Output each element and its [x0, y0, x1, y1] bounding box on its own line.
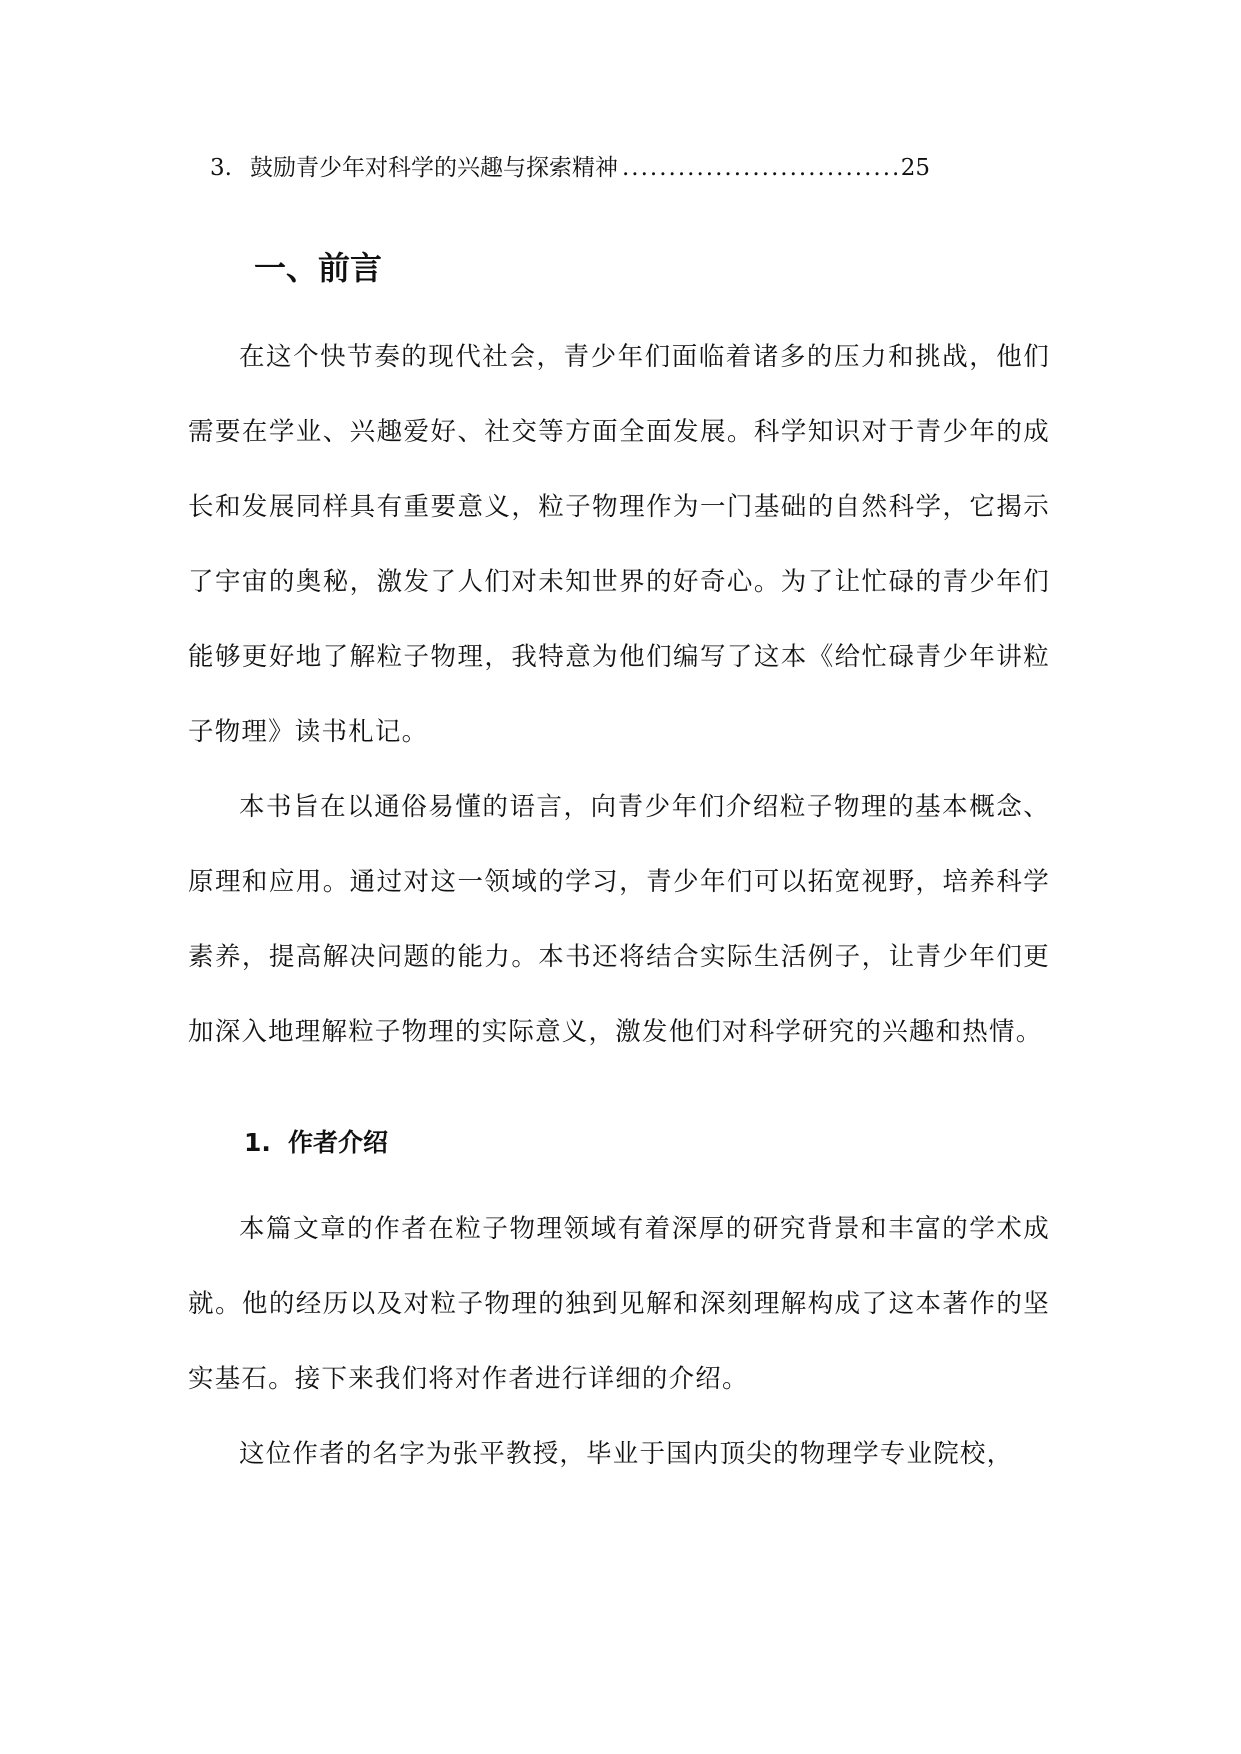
author-paragraph-2: 这位作者的名字为张平教授，毕业于国内顶尖的物理学专业院校， — [239, 1439, 1014, 1469]
author-paragraph-1: 本篇文章的作者在粒子物理领域有着深厚的研究背景和丰富的学术成就。他的经历以及对粒子物理的独到见解和深刻理解构成了这本著作的坚实基石。接下来我们将对作者进行详细的介绍。 — [188, 1214, 1050, 1394]
preface-paragraph-2: 本书旨在以通俗易懂的语言，向青少年们介绍粒子物理的基本概念、原理和应用。通过对这一领域的学习，青少年们可以拓宽视野，培养科学素养，提高解决问题的能力。本书还将结合实际生活例子，让青少年们更加深入地理解粒子物理的实际意义，激发他们对科学研究的兴趣和热情。 — [188, 792, 1050, 1047]
toc-entry[interactable] — [210, 148, 930, 188]
subsection-heading — [244, 1114, 1050, 1172]
toc-entry-title: 鼓励青少年对科学的兴趣与探索精神 — [250, 155, 618, 181]
toc-leader-dots — [622, 148, 897, 188]
preface-paragraph-1: 在这个快节奏的现代社会，青少年们面临着诸多的压力和挑战，他们需要在学业、兴趣爱好、社交等方面全面发展。科学知识对于青少年的成长和发展同样具有重要意义，粒子物理作为一门基础的自然科学，它揭示了宇宙的奥秘，激发了人们对未知世界的好奇心。为了让忙碌的青少年们能够更好地了解粒子物理，我特意为他们编写了这本《给忙碌青少年讲粒子物理》读书札记。 — [188, 342, 1050, 747]
subsection-title: 作者介绍 — [288, 1128, 389, 1157]
subsection-number: 1. — [244, 1128, 271, 1157]
toc-entry-page: 25 — [900, 155, 930, 181]
toc-entry-number: 3. — [210, 155, 232, 181]
document-body — [188, 240, 1050, 1492]
section-heading: 一、前言 — [254, 249, 383, 287]
